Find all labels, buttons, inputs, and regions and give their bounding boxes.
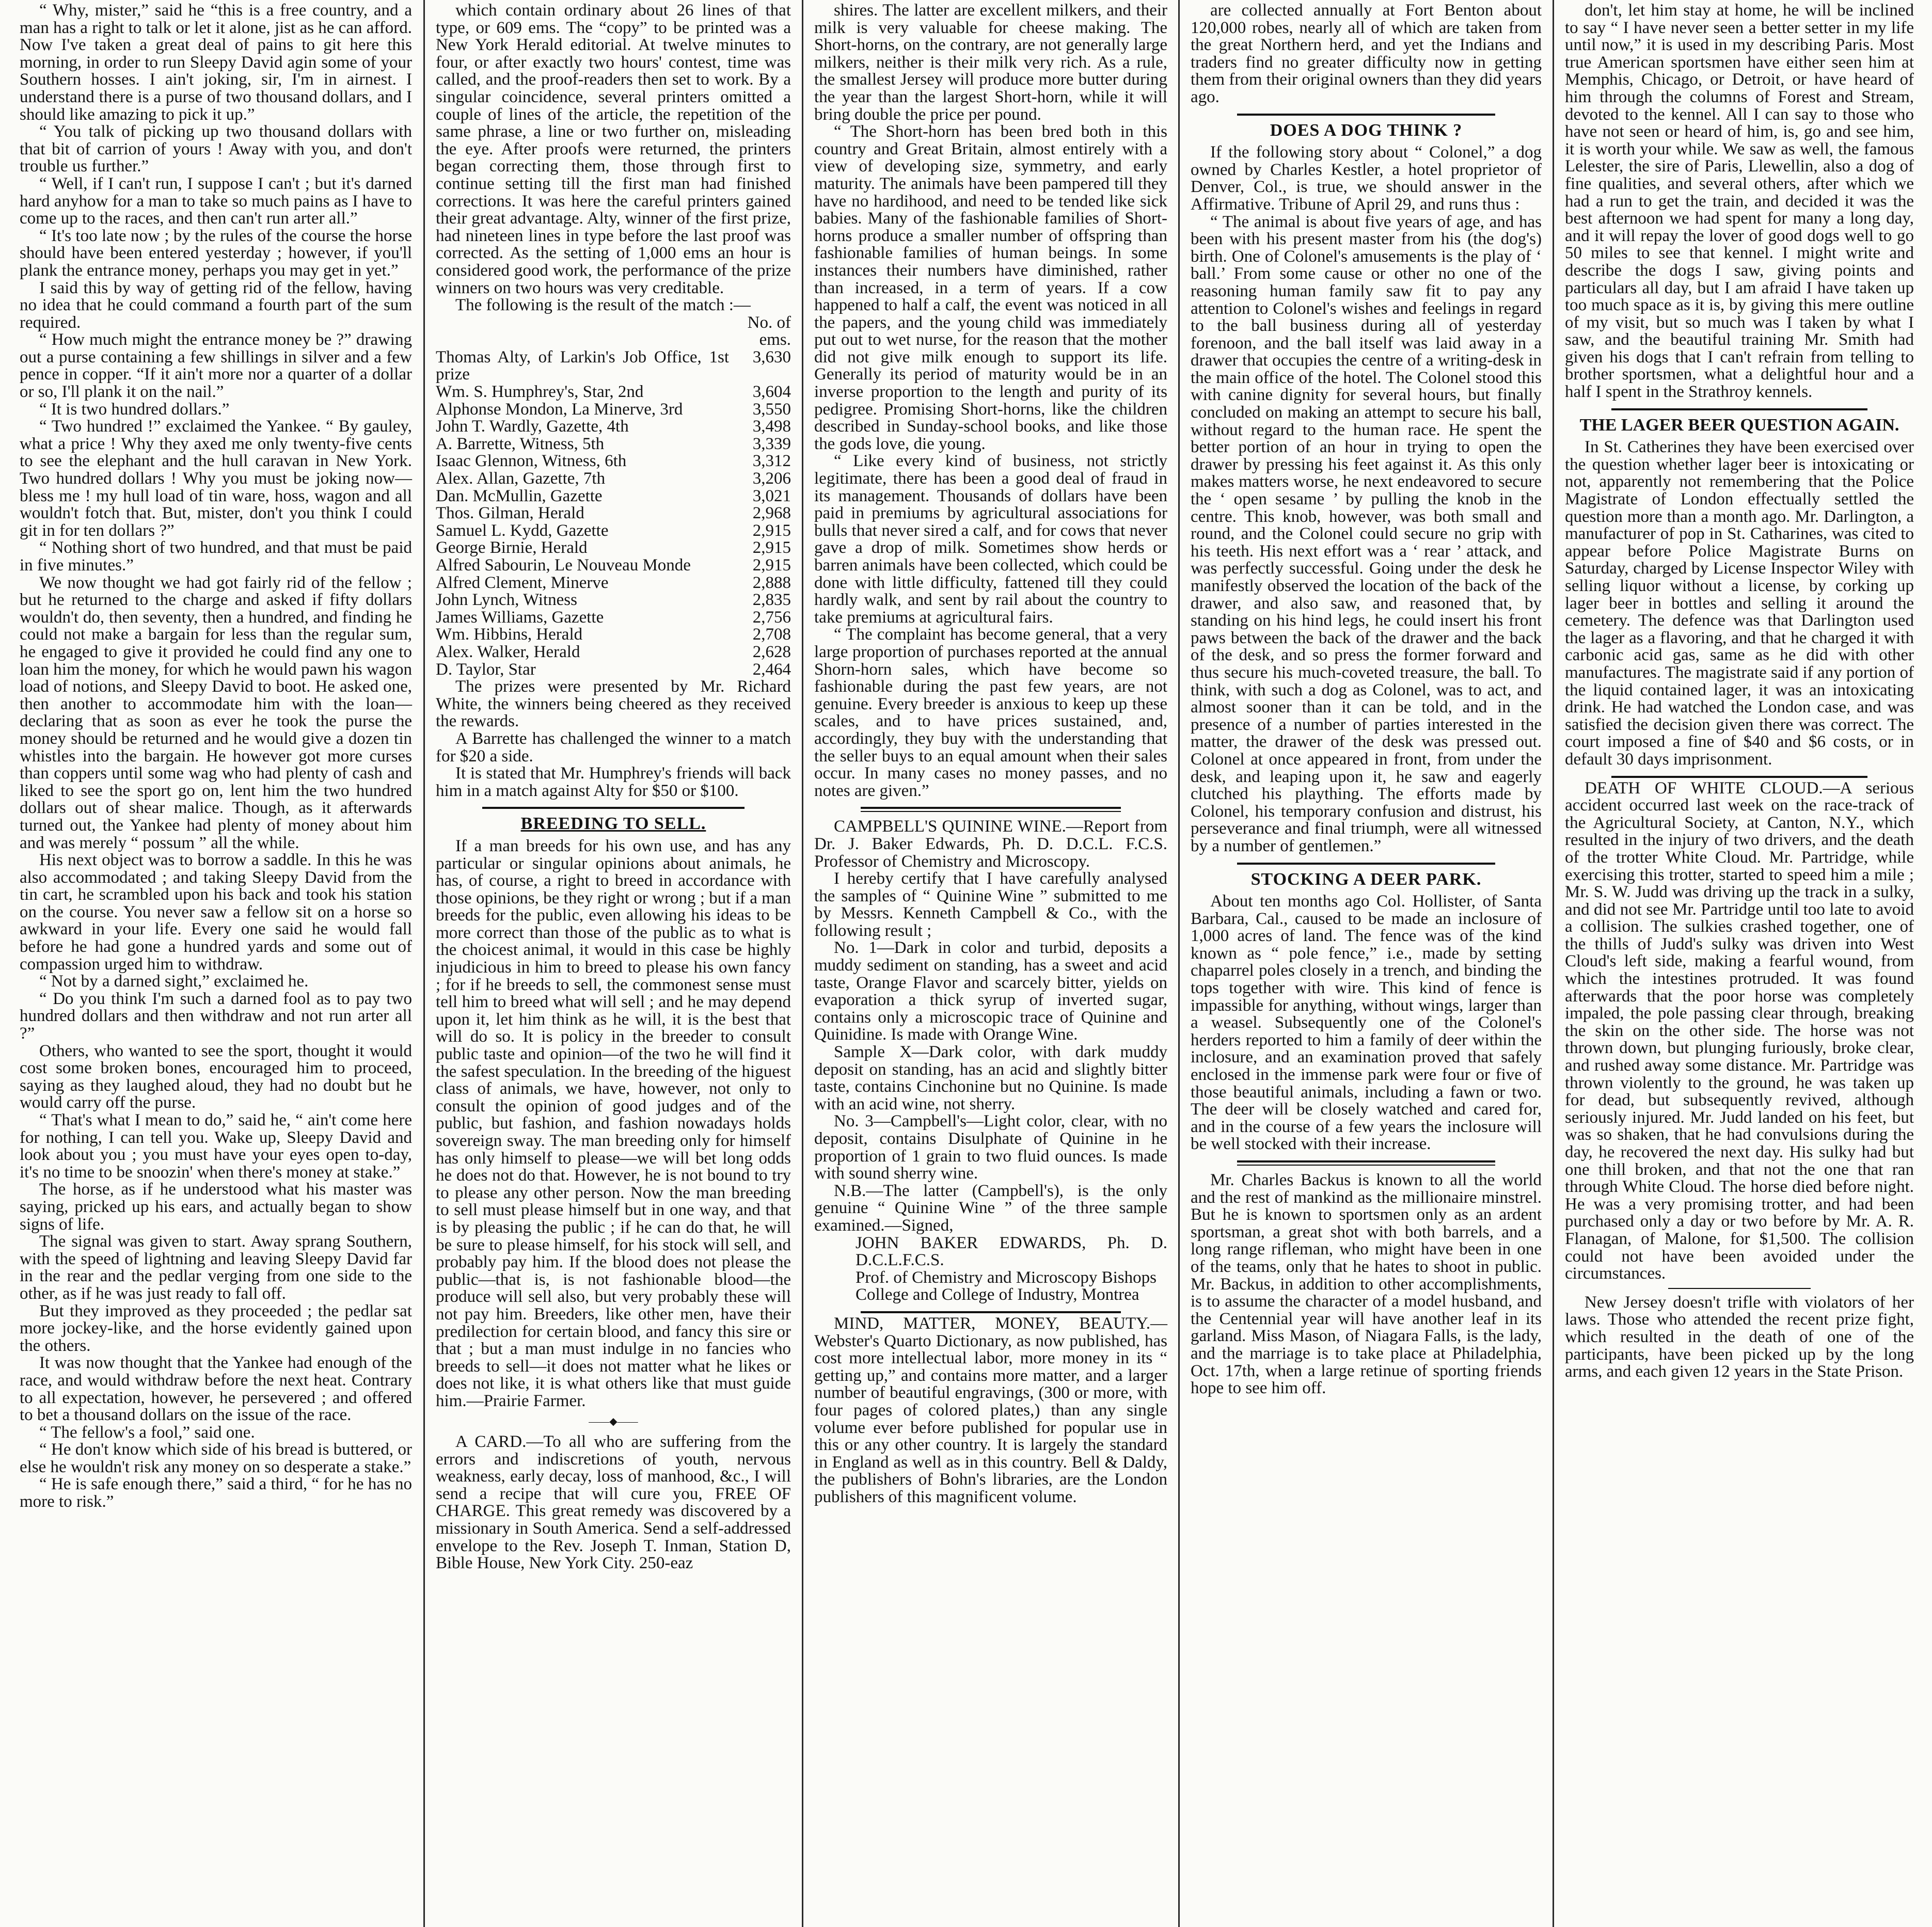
paragraph: “ That's what I mean to do,” said he, “ ain't come here for nothing, I can tell you. Wake up, Sleepy David and look about you ; you must have your eyes open to-day, it's no time to be snoozin' when there's money at stake.” — [20, 1111, 412, 1182]
table-row — [436, 609, 791, 627]
paragraph: Sample X—Dark color, with dark muddy deposit on standing, has an acid and slightly bitter taste, contains Cinchonine but no Quinine. Is made with an acid wine, not sherry. — [814, 1043, 1167, 1113]
paragraph: “ The fellow's a fool,” said one. — [39, 1423, 255, 1442]
paragraph: “ You talk of picking up two thousand dollars with that bit of carrion of yours ! Away with you, and don't trouble us further.” — [20, 122, 412, 176]
paragraph: “ It is two hundred dollars.” — [39, 400, 230, 419]
paragraph: In St. Catherines they have been exercised over the question whether lager beer is intoxicating or not, apparently not remembering that the Police Magistrate of London effectually settled the question more than a month ago. Mr. Darlington, a manufacturer of pop in St. Catharines, was cited to appear before Police Magistrate Burns on Saturday, charged by License Inspector Wiley with selling liquor without a license, by corking up lager beer in bottles and selling it around the cemetery. The defence was that Darlington used the lager as a flavoring, and that he charged it with carbonic acid gas, same as he did with other manufactures. The magistrate said if any portion of the liquid contained lager, it was an intoxicating drink. He had watched the London case, and was satisfied the decision given there was correct. The court imposed a fine of $40 and $6 costs, or in default 30 days imprisonment. — [1565, 438, 1914, 769]
paragraph: It was now thought that the Yankee had enough of the race, and would withdraw before the next heat. Contrary to all expectation, however, he persevered ; and offered to bet a thousand dollars on the issue of the race. — [20, 1353, 412, 1425]
table-row — [436, 557, 791, 575]
paragraph: I hereby certify that I have carefully analysed the samples of “ Quinine Wine ” submitted to me by Messrs. Kenneth Campbell & Co., with the following result ; — [814, 869, 1167, 940]
paragraph: No. 1—Dark in color and turbid, deposits a muddy sediment on standing, has a sweet and acid taste, Orange Flavor and scarcely bitter, yields on evaporation a thick syrup of inverted sugar, contains only a microscopic trace of Quinine and Quinidine. Is made with Orange Wine. — [814, 938, 1167, 1044]
table-row — [436, 384, 791, 401]
table-row — [436, 575, 791, 592]
paragraph: I said this by way of getting rid of the fellow, having no idea that he could command a fourth part of the sum required. — [20, 278, 412, 332]
result-name: D. Taylor, Star — [436, 660, 536, 679]
section-divider — [1237, 1165, 1495, 1166]
table-row — [436, 488, 791, 505]
table-row — [436, 539, 791, 557]
signature-line: College and College of Industry, Montrea — [856, 1285, 1139, 1304]
result-ems: 3,206 — [752, 469, 791, 488]
table-row — [436, 418, 791, 436]
column-rule — [423, 0, 425, 1927]
result-name: Alphonse Mondon, La Minerve, 3rd — [436, 400, 683, 419]
result-ems: 2,756 — [752, 608, 791, 627]
section-divider — [1668, 1288, 1811, 1289]
section-divider — [861, 1311, 1121, 1313]
table-row — [436, 505, 791, 522]
result-ems: 3,630 — [752, 347, 791, 367]
section-divider — [861, 807, 1121, 809]
result-ems: 3,021 — [752, 486, 791, 505]
paragraph: “ The Short-horn has been bred both in this country and Great Britain, almost entirely with a view of developing size, symmetry, and early maturity. The animals have been pampered till they have no hardihood, and need to be tended like sick babies. Many of the fashionable families of Short-horns produce a smaller number of offspring than fashionable families of human beings. In some instances their numbers have diminished, rather than increased, in a term of years. If a cow happened to half a calf, the event was noticed in all the papers, and the young child was immediately put out to wet nurse, for the reason that the mother did not give milk enough to support its life. Generally its period of maturity would be in an inverse proportion to the length and purity of its pedigree. Promising Short-horns, like the children described in Sunday-school books, and like those the gods love, die young. — [814, 122, 1167, 453]
paragraph: shires. The latter are excellent milkers, and their milk is very valuable for cheese making. The Short-horns, on the contrary, are not generally large milkers, neither is their milk very rich. As a rule, the smallest Jersey will produce more butter during the year than the largest Short-horn, while it will bring double the price per pound. — [814, 1, 1167, 124]
result-name: John T. Wardly, Gazette, 4th — [436, 417, 629, 436]
paragraph: The horse, as if he understood what his master was saying, pricked up his ears, and actually began to show signs of life. — [20, 1180, 412, 1234]
section-divider — [1237, 863, 1495, 865]
paragraph: If the following story about “ Colonel,” a dog owned by Charles Kestler, a hotel proprietor of Denver, Col., is true, we should answer in the Affirmative. Tribune of April 29, and runs thus : — [1191, 143, 1542, 214]
column-rule — [802, 0, 803, 1927]
column-rule — [1553, 0, 1554, 1927]
table-row — [436, 470, 791, 488]
result-ems: 2,915 — [752, 556, 791, 575]
result-ems: 2,835 — [752, 591, 791, 610]
result-ems: 3,339 — [752, 434, 791, 453]
result-ems: 2,628 — [752, 642, 791, 661]
section-divider — [1237, 1160, 1495, 1162]
result-name: Alfred Sabourin, Le Nouveau Monde — [436, 556, 691, 575]
advertisement: MIND, MATTER, MONEY, BEAUTY.—Webster's Quarto Dictionary, as now published, has cost more intellectual labor, more money in its “ getting up,” and contains more matter, and a larger number of beautiful engravings, (300 or more, with four pages of colored plates,) than any single volume ever before published for popular use in this or any other country. It is largely the standard in England as well as in this country. Bell & Daldy, the publishers of Bohn's libraries, are the London publishers of this magnificent volume. — [814, 1314, 1167, 1506]
paragraph: “ He don't know which side of his bread is buttered, or else he wouldn't risk any money on so desperate a stake.” — [20, 1440, 412, 1476]
paragraph: Mr. Charles Backus is known to all the world and the rest of mankind as the millionaire minstrel. But he is known to sportsmen only as an ardent sportsman, a great shot with both barrels, and a long range rifleman, who might have been in one of the teams, only that he hates to shoot in public. Mr. Backus, in addition to other accomplishments, is to assume the character of a model husband, and the Centennial year will have another leaf in its garland. Miss Mason, of Niagara Falls, is the lady, and the marriage is to take place at Philadelphia, Oct. 17th, when a large retinue of sporting friends hope to see him off. — [1191, 1171, 1542, 1398]
paragraph: No. 3—Campbell's—Light color, clear, with no deposit, contains Disulphate of Quinine in he proportion of 1 grain to two fluid ounces. Is made with sound sherry wine. — [814, 1112, 1167, 1183]
column-3 — [804, 0, 1178, 1927]
paragraph: It is stated that Mr. Humphrey's friends will back him in a match against Alty for $50 or $100. — [436, 764, 791, 800]
paragraph: But they improved as they proceeded ; the pedlar sat more jockey-like, and the horse evidently gained upon the others. — [20, 1301, 412, 1355]
section-divider — [861, 811, 1121, 812]
paragraph: DEATH OF WHITE CLOUD.—A serious accident occurred last week on the race-track of the Agricultural Society, at Canton, N.Y., which resulted in the injury of two drivers, and the death of the trotter White Cloud. Mr. Partridge, while exercising this trotter, started to speed him a mile ; Mr. S. W. Judd was driving up the track in a sulky, and did not see Mr. Partridge until too late to avoid a collision. The sulkies crashed together, one of the thills of Judd's sulky was driven into West Cloud's left side, making a fearful wound, from which the intestines protruded. It was found afterwards that the poor horse was completely impaled, the pole passing clear through, breaking the skin on the other side. The horse was not thrown down, but plunging furiously, broke clear, and rushed away some distance. Mr. Partridge was thrown violently to the ground, he was taken up for dead, but subsequently revived, although seriously injured. Mr. Judd landed on his feet, but was so shaken, that he had convulsions during the day, he recovered the next day. His sulky had but one thill broken, and that not the one that ran through White Cloud. The horse died before night. He was a very promising trotter, and had been purchased only a day or two before by Mr. A. R. Flanagan, of Malone, for $1,500. The collision could not have been avoided under the circumstances. — [1565, 778, 1914, 1283]
paragraph: “ The complaint has become general, that a very large proportion of purchases reported at the annual Shorn-horn sales, which have become so fashionable during the past few years, are not genuine. Every breeder is anxious to keep up these scales, and to have prices sustained, and, accordingly, they buy with the understanding that the seller buys to an equal amount when their sales occur. In many cases no money passes, and no notes are given.” — [814, 625, 1167, 800]
section-divider — [482, 807, 745, 809]
paragraph: “ Nothing short of two hundred, and that must be paid in five minutes.” — [20, 538, 412, 575]
column-rule — [1178, 0, 1180, 1927]
results-table — [436, 314, 791, 678]
section-heading: BREEDING TO SELL. — [520, 814, 706, 834]
table-row — [436, 644, 791, 661]
result-ems: 3,550 — [752, 400, 791, 419]
section-heading: DOES A DOG THINK ? — [1270, 120, 1463, 140]
result-ems: 2,968 — [752, 504, 791, 523]
paragraph: The following is the result of the match :— — [455, 296, 751, 315]
paragraph: “ It's too late now ; by the rules of the course the horse should have been entered yesterday ; however, if you'll plank the entrance money, perhaps you may get in yet.” — [20, 226, 412, 280]
advertisement: A CARD.—To all who are suffering from the errors and indiscretions of youth, nervous weakness, early decay, loss of manhood, &c., I will send a recipe that will cure you, FREE OF CHARGE. This great remedy was discovered by a missionary in South America. Send a self-addressed envelope to the Rev. Joseph T. Inman, Station D, Bible House, New York City. 250-eaz — [436, 1432, 791, 1573]
table-row — [436, 453, 791, 470]
ornament-divider: ——◆—— — [589, 1415, 638, 1427]
table-row — [436, 626, 791, 644]
paragraph: are collected annually at Fort Benton about 120,000 robes, nearly all of which are taken from the great Northern herd, and yet the Indians and traders find no greater difficulty now in getting them from their original owners than they did years ago. — [1191, 1, 1542, 106]
result-ems: 3,498 — [752, 417, 791, 436]
paragraph: “ Do you think I'm such a darned fool as to pay two hundred dollars and then withdraw and not run arter all ?” — [20, 989, 412, 1043]
paragraph: “ Well, if I can't run, I suppose I can't ; but it's darned hard anyhow for a man to take so much pains as I have to come up to the races, and then can't run arter all.” — [20, 174, 412, 228]
paragraph: About ten months ago Col. Hollister, of Santa Barbara, Cal., caused to be made an inclosure of 1,000 acres of land. The fence was of the kind known as “ pole fence,” i.e., made by setting chaparrel poles closely in a trench, and binding the tops together with wire. This kind of fence is impassible for anything, without wings, larger than a weasel. Subsequently one of the Colonel's herders reported to him a family of deer within the inclosure, and an examination proved that safely enclosed in the immense park were four or five of those beautiful animals, including a fawn or two. The deer will be closely watched and cared for, and in the course of a few years the inclosure will be well stocked with their increase. — [1191, 892, 1542, 1154]
paragraph: “ Not by a darned sight,” exclaimed he. — [39, 972, 309, 991]
paragraph: His next object was to borrow a saddle. In this he was also accommodated ; and taking Sleepy David from the tin cart, he scrambled upon his back and took his station on the course. You never saw a fellow sit on a horse so awkward in your life. Every one said he would fall before he had gone a hundred yards and some out of compassion urged him to withdraw. — [20, 851, 412, 974]
paragraph: A Barrette has challenged the winner to a match for $20 a side. — [436, 729, 791, 766]
section-divider — [1611, 408, 1867, 410]
section-heading: THE LAGER BEER QUESTION AGAIN. — [1579, 415, 1899, 435]
table-header — [436, 314, 729, 349]
result-ems: 3,604 — [752, 383, 791, 402]
paragraph: don't, let him stay at home, he will be inclined to say “ I have never seen a better setter in my life until now,” it is used in my describing Paris. Most true American sportsmen have either seen him at Memphis, Chicago, or Detroit, or have heard of him through the columns of Forest and Stream, devoted to the kennel. All I can say to those who have not seen or heard of him, is, go and see him, it is worth your while. We saw as well, the famous Lelester, the sire of Paris, Llewellin, also a dog of fine qualities, and several others, after which we had a run to get the train, and decided it was the best afternoon we had spent for many a long day, and it will repay the lover of good dogs well to go 50 miles to see that kennel. I might write and describe the dogs I saw, giving points and particulars all day, but I am afraid I have taken up too much space as it is, by giving this mere outline of my visit, but so much was I taken by what I saw, and the beautiful training Mr. Smith had given his dogs that I can't refrain from telling to brother sportsmen, what a delightful hour and a half I spent in the Strathroy kennels. — [1565, 1, 1914, 402]
section-divider — [1611, 776, 1867, 778]
result-ems: 2,708 — [752, 625, 791, 644]
paragraph: “ Like every kind of business, not strictly legitimate, there has been a good deal of fraud in its management. Thousands of dollars have been paid in premiums by agricultural associations for bulls that never sired a calf, and for cows that never gave a drop of milk. Sometimes show herds or barren animals have been collected, which could be done with little difficulty, fattened till they could hardly walk, and sent by rail about the country to take premiums at agricultural fairs. — [814, 452, 1167, 627]
table-header: No. of ems. — [747, 313, 791, 349]
paragraph: We now thought we had got fairly rid of the fellow ; but he returned to the charge and asked if fifty dollars wouldn't do, then seventy, then a hundred, and finding he could not make a bargain for less than the regular sum, he engaged to give it provided he could find any one to loan him the money, for which he would pawn his wagon load of notions, and Sleepy David to boot. He asked one, then another to accommodate him with the loan—declaring that as soon as ever he took the purse the money should be returned and he would give a dozen tin whistles into the bargain. He however got more curses than coppers until some wag who had plenty of cash and liked to see the sport go on, lent him the two hundred dollars out of shear malice. Though, as it afterwards turned out, the Yankee had plenty of money about him and was merely “ possum ” all the while. — [20, 573, 412, 852]
result-name: Thomas Alty, of Larkin's Job Office, 1st prize — [436, 347, 729, 384]
result-name: Alex. Allan, Gazette, 7th — [436, 469, 606, 488]
result-ems: 3,312 — [752, 452, 791, 471]
result-name: James Williams, Gazette — [436, 608, 604, 627]
table-row — [436, 592, 791, 609]
paragraph: The signal was given to start. Away sprang Southern, with the speed of lightning and leaving Sleepy David far in the rear and the pedlar verging from one side to the other, as if he was just ready to fall off. — [20, 1232, 412, 1303]
paragraph: New Jersey doesn't trifle with violators of her laws. Those who attended the recent prize fight, which resulted in the death of one of the participants, have been picked up by the long arms, and each given 12 years in the State Prison. — [1565, 1293, 1914, 1381]
result-ems: 2,915 — [752, 521, 791, 540]
result-name: Thos. Gilman, Herald — [436, 504, 584, 523]
column-5 — [1555, 0, 1924, 1927]
paragraph: Others, who wanted to see the sport, thought it would cost some broken bones, encouraged him to proceed, saying as they laughed aloud, they had no doubt but he would carry off the purse. — [20, 1041, 412, 1112]
advertisement: CAMPBELL'S QUININE WINE.—Report from Dr. J. Baker Edwards, Ph. D. D.C.L. F.C.S. Professor of Chemistry and Microscopy. — [814, 817, 1167, 871]
result-name: John Lynch, Witness — [436, 591, 577, 610]
result-ems: 2,464 — [752, 660, 791, 679]
section-heading: STOCKING A DEER PARK. — [1250, 869, 1482, 889]
result-name: Wm. Hibbins, Herald — [436, 625, 583, 644]
table-row — [436, 349, 791, 384]
table-row — [436, 522, 791, 540]
paragraph: “ Two hundred !” exclaimed the Yankee. “ By gauley, what a price ! Why they axed me only twenty-five cents to see the elephant and the hull caravan in New York. Two hundred dollars ! Why you must be joking now—bless me ! my hull load of tin ware, hoss, wagon and all wouldn't fotch that. But, mister, don't you think I could git in for ten dollars ?” — [20, 417, 412, 540]
paragraph: “ The animal is about five years of age, and has been with his present master from his (the dog's) birth. One of Colonel's amusements is the play of ‘ ball.’ From some cause or other no one of the reasoning human family saw fit to pay any attention to Colonel's wishes and feelings in regard to the ball business during all of yesterday forenoon, and the ball itself was laid away in a drawer that occupies the centre of a writing-desk in the main office of the hotel. The Colonel stood this with canine dignity for several hours, but finally concluded on making an attempt to secure his ball, without regard to the human race. He spent the better portion of an hour in trying to open the drawer by pressing his feet against it. As this only makes matters worse, he next endeavored to secure the ‘ open sesame ’ by pulling the knob in the centre. This knob, however, was both small and round, and the Colonel could secure no grip with his teeth. His next effort was a ‘ rear ’ attack, and was perfectly successful. Going under the desk he manifestly observed the location of the back of the drawer, and also saw, and reasoned that, by standing on his hind legs, he could insert his front paws between the back of the drawer and the back of the desk, and so press the former forward and thus secure his much-coveted treasure, the ball. To think, with such a dog as Colonel, was to act, and almost sooner than it can be told, and in the presence of a number of parties interested in the matter, the drawer of the desk was pressed out. Colonel at once appeared in front, from under the desk, and leaping upon it, he saw and eagerly clutched his plaything. The efforts made by Colonel, his temporary confusion and distrust, his perseverance and final triumph, were all witnessed by a number of gentlemen.” — [1191, 212, 1542, 855]
signature-line: Prof. of Chemistry and Microscopy Bishops — [856, 1268, 1157, 1287]
paragraph: “ How much might the entrance money be ?” drawing out a purse containing a few shillings in silver and a few pence in copper. “If it ain't more nor a quarter of a dollar or so, I'll plank it on the nail.” — [20, 330, 412, 402]
paragraph: The prizes were presented by Mr. Richard White, the winners being cheered as they received the rewards. — [436, 677, 791, 731]
result-name: Isaac Glennon, Witness, 6th — [436, 452, 627, 471]
result-name: George Birnie, Herald — [436, 538, 588, 558]
paragraph: “ Why, mister,” said he “this is a free country, and a man has a right to talk or let it alone, jist as he can afford. Now I've taken a great deal of pains to git here this morning, in order to run Sleepy David agin some of your Southern hosses. I ain't joking, sir, I'm in airnest. I understand there is a purse of two thousand dollars, and I should like amazing to pick it up.” — [20, 1, 412, 124]
table-row — [436, 436, 791, 453]
result-name: Alfred Clement, Minerve — [436, 573, 609, 592]
result-name: A. Barrette, Witness, 5th — [436, 434, 605, 453]
result-name: Wm. S. Humphrey's, Star, 2nd — [436, 383, 644, 402]
column-2 — [425, 0, 801, 1927]
paragraph: N.B.—The latter (Campbell's), is the only genuine “ Quinine Wine ” of the three sample examined.—Signed, — [814, 1181, 1167, 1235]
result-name: Samuel L. Kydd, Gazette — [436, 521, 609, 540]
result-ems: 2,888 — [752, 573, 791, 592]
column-4 — [1180, 0, 1552, 1927]
section-divider — [1237, 114, 1495, 116]
result-name: Alex. Walker, Herald — [436, 642, 580, 661]
column-1 — [9, 0, 422, 1927]
paragraph: “ He is safe enough there,” said a third, “ for he has no more to risk.” — [20, 1475, 412, 1511]
table-header-row — [436, 314, 791, 349]
table-row — [436, 401, 791, 419]
result-name: Dan. McMullin, Gazette — [436, 486, 603, 505]
result-ems: 2,915 — [752, 538, 791, 558]
signature-line: JOHN BAKER EDWARDS, Ph. D. D.C.L.F.C.S. — [856, 1233, 1167, 1270]
paragraph: If a man breeds for his own use, and has any particular or singular opinions about animals, he has, of course, a right to breed in accordance with those opinions, be they right or wrong ; but if a man breeds for the public, even allowing his ideas to be more correct than those of the public as to what is the choicest animal, it would in this case be highly injudicious in him to breed to please his own fancy ; for if he breeds to sell, the commonest sense must tell him to breed what will sell ; and he may depend upon it, let him think as he will, it is the best that will do so. It is policy in the breeder to consult public taste and opinion—of the two he will find it the safest speculation. In the breeding of the higuest class of animals, we have, however, not only to consult the opinion of good judges and of the public, but fashion, and fashion nowadays holds sovereign sway. The man breeding only for himself has only himself to please—we will bet long odds he does not do that. However, he is not bound to try to please any other person. Now the man breeding to sell must please himself but in one way, and that is by pleasing the public ; if he can do that, he will be sure to please himself, for his stock will sell, and probably pay him. If the blood does not please the public—that is, is not fashionable blood—the produce will sell also, but very probably these will not pay him. Breeders, like other men, have their predilection for certain blood, and fancy this sire or that ; but a man must indulge in no fancies who breeds to sell—it does not matter what he likes or does not like, it is what others like that must guide him.—Prairie Farmer. — [436, 836, 791, 1410]
paragraph: which contain ordinary about 26 lines of that type, or 609 ems. The “copy” to be printed was a New York Herald editorial. At twelve minutes to four, or after exactly two hours' contest, time was called, and the proof-readers then set to work. By a singular coincidence, several printers omitted a couple of lines of the article, the repetition of the same phrase, a line or two further on, misleading the eye. After proofs were returned, the printers began correcting them, those through first to continue setting till the first man had finished corrections. It was here the careful printers gained their great advantage. Alty, winner of the first prize, had nineteen lines in type before the last proof was corrected. As the setting of 1,000 ems an hour is considered good work, the performance of the prize winners on two hours was very creditable. — [436, 1, 791, 297]
table-row — [436, 661, 791, 679]
